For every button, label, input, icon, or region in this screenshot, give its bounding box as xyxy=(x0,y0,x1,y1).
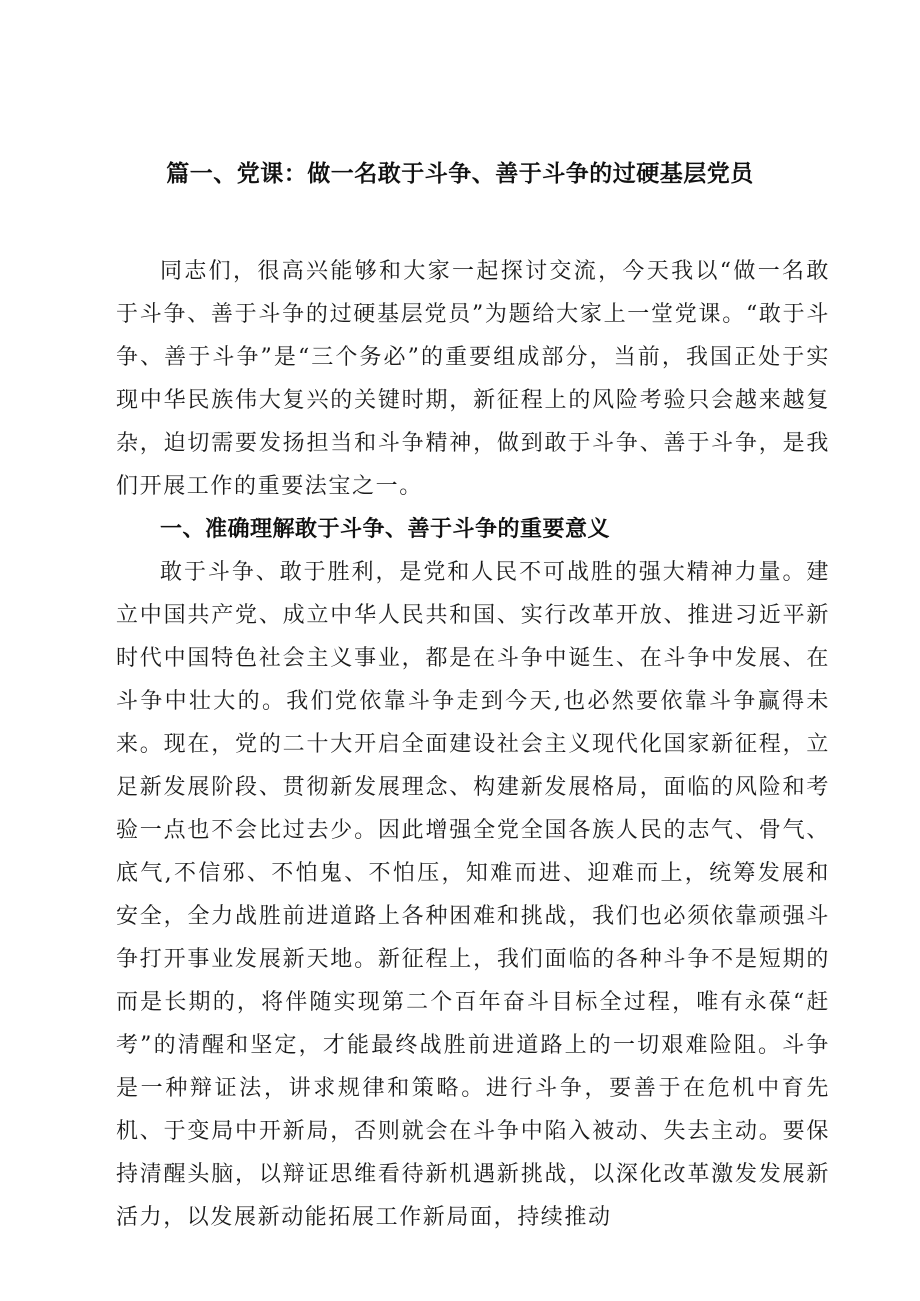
document-title: 篇一、党课：做一名敢于斗争、善于斗争的过硬基层党员 xyxy=(166,161,754,187)
intro-paragraph: 同志们，很高兴能够和大家一起探讨交流，今天我以“做一名敢于斗争、善于斗争的过硬基层党员”为题给大家上一堂党课。“敢于斗争、善于斗争”是“三个务必”的重要组成部分，当前，我国正处于实现中华民族伟大复兴的关键时期，新征程上的风险考验只会越来越复杂，迫切需要发扬担当和斗争精神，做到敢于斗争、善于斗争，是我们开展工作的重要法宝之一。 xyxy=(116,259,830,499)
section-heading-1: 一、准确理解敢于斗争、善于斗争的重要意义 xyxy=(160,517,611,542)
document-body xyxy=(116,250,830,1239)
section-1-paragraph: 敢于斗争、敢于胜利，是党和人民不可战胜的强大精神力量。建立中国共产党、成立中华人民共和国、实行改革开放、推进习近平新时代中国特色社会主义事业，都是在斗争中诞生、在斗争中发展、在斗争中壮大的。我们党依靠斗争走到今天,也必然要依靠斗争赢得未来。现在，党的二十大开启全面建设社会主义现代化国家新征程，立足新发展阶段、贯彻新发展理念、构建新发展格局，面临的风险和考验一点也不会比过去少。因此增强全党全国各族人民的志气、骨气、底气,不信邪、不怕鬼、不怕压，知难而进、迎难而上，统筹发展和安全，全力战胜前进道路上各种困难和挑战，我们也必须依靠顽强斗争打开事业发展新天地。新征程上，我们面临的各种斗争不是短期的而是长期的，将伴随实现第二个百年奋斗目标全过程，唯有永葆“赶考”的清醒和坚定，才能最终战胜前进道路上的一切艰难险阻。斗争是一种辩证法，讲求规律和策略。进行斗争，要善于在危机中育先机、于变局中开新局，否则就会在斗争中陷入被动、失去主动。要保持清醒头脑，以辩证思维看待新机遇新挑战，以深化改革激发发展新活力，以发展新动能拓展工作新局面，持续推动 xyxy=(116,560,830,1230)
